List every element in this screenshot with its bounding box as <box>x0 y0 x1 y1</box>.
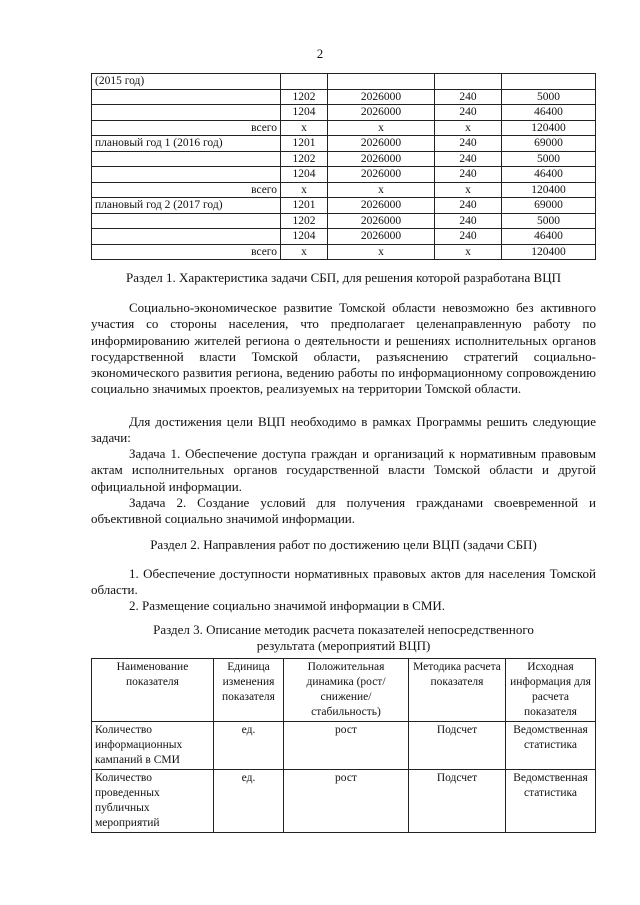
table-row <box>92 136 596 152</box>
methods-table-header <box>92 659 596 722</box>
section1-task-1: Задача 1. Обеспечение доступа граждан и организаций к нормативным правовым актам исполнительных органов государственной власти Томской области и другой официальной информации. <box>91 446 596 494</box>
table-cell: 2026000 <box>328 136 435 152</box>
table-cell: 46400 <box>502 167 596 183</box>
table-cell: 69000 <box>502 136 596 152</box>
table-cell: 1201 <box>281 198 328 214</box>
section1-task-2: Задача 2. Создание условий для получения гражданами своевременной и объективной социально значимой информации. <box>91 495 596 527</box>
table-cell: 1204 <box>281 229 328 245</box>
table-row <box>92 167 596 183</box>
table-cell <box>92 89 281 105</box>
table-cell: 1202 <box>281 89 328 105</box>
table-cell: рост <box>284 722 409 770</box>
table-cell <box>435 74 502 90</box>
table-cell: 120400 <box>502 120 596 136</box>
table-cell: Подсчет <box>409 770 506 833</box>
table-cell: Ведомственная статистика <box>506 770 596 833</box>
table-cell: x <box>435 182 502 198</box>
table-cell: 240 <box>435 229 502 245</box>
table-row <box>92 213 596 229</box>
table-row <box>92 151 596 167</box>
table-cell: 46400 <box>502 105 596 121</box>
table-cell: плановый год 1 (2016 год) <box>92 136 281 152</box>
table-cell: 240 <box>435 198 502 214</box>
table-cell: 1202 <box>281 151 328 167</box>
table-cell <box>92 229 281 245</box>
table-cell: 2026000 <box>328 167 435 183</box>
table-row <box>92 722 596 770</box>
methods-table <box>91 658 596 833</box>
table-cell <box>502 74 596 90</box>
section2-item-2: 2. Размещение социально значимой информации в СМИ. <box>129 598 446 613</box>
table-cell: 240 <box>435 151 502 167</box>
table-cell: Количество проведенных публичных мероприятий <box>92 770 214 833</box>
table-cell: 2026000 <box>328 213 435 229</box>
table-cell: 5000 <box>502 213 596 229</box>
table-cell: 240 <box>435 167 502 183</box>
table-cell <box>92 105 281 121</box>
table-cell: 2026000 <box>328 151 435 167</box>
table-cell: 1204 <box>281 167 328 183</box>
table-cell <box>281 74 328 90</box>
table-cell: (2015 год) <box>92 74 281 90</box>
table-row <box>92 105 596 121</box>
table-cell: 1202 <box>281 213 328 229</box>
table-row <box>92 182 596 198</box>
table-cell: x <box>281 244 328 260</box>
table-cell: x <box>281 182 328 198</box>
table-cell: 240 <box>435 89 502 105</box>
table-cell: x <box>328 182 435 198</box>
table-row <box>92 120 596 136</box>
table-cell: всего <box>92 120 281 136</box>
table-cell: x <box>281 120 328 136</box>
header-cell: Методика расчета показателя <box>409 659 506 722</box>
section2-heading: Раздел 2. Направления работ по достижению цели ВЦП (задачи СБП) <box>150 537 537 552</box>
table-row <box>92 244 596 260</box>
table-cell: всего <box>92 182 281 198</box>
section2-item-1: 1. Обеспечение доступности нормативных правовых актов для населения Томской области. <box>91 566 596 598</box>
table-cell: Подсчет <box>409 722 506 770</box>
table-cell: x <box>328 120 435 136</box>
table-cell: x <box>435 120 502 136</box>
table-cell: 240 <box>435 213 502 229</box>
table-cell: 69000 <box>502 198 596 214</box>
table-row <box>92 770 596 833</box>
table-cell: Количество информационных кампаний в СМИ <box>92 722 214 770</box>
table-cell: 240 <box>435 136 502 152</box>
section1-heading: Раздел 1. Характеристика задачи СБП, для решения которой разработана ВЦП <box>126 270 561 285</box>
table-cell <box>92 213 281 229</box>
table-cell: рост <box>284 770 409 833</box>
section3-heading-line-2: результата (мероприятий ВЦП) <box>256 638 431 653</box>
table-row <box>92 229 596 245</box>
table-cell: 1204 <box>281 105 328 121</box>
section1-paragraph-2: Для достижения цели ВЦП необходимо в рамках Программы решить следующие задачи: <box>91 414 596 446</box>
table-cell: 240 <box>435 105 502 121</box>
table-row <box>92 198 596 214</box>
header-cell: Единица изменения показателя <box>214 659 284 722</box>
section3-heading-line-1: Раздел 3. Описание методик расчета показателей непосредственного <box>153 622 534 637</box>
section3-heading <box>91 622 596 654</box>
header-cell: Наименование показателя <box>92 659 214 722</box>
table-cell: ед. <box>214 770 284 833</box>
table-cell: 2026000 <box>328 229 435 245</box>
table-cell: x <box>328 244 435 260</box>
page-number: 2 <box>316 46 324 61</box>
table-cell: ед. <box>214 722 284 770</box>
table-cell <box>328 74 435 90</box>
table-cell: Ведомственная статистика <box>506 722 596 770</box>
section1-paragraph-1: Социально-экономическое развитие Томской области невозможно без активного участия со стороны населения, что предполагает целенаправленную работу по информированию жителей региона о деятельности и решениях исполнительных органов государственной власти Томской области, разъяснению стратегий социально-экономического развития региона, ведению работы по информационному сопровождению социально значимых проектов, реализуемых на территории Томской области. <box>91 300 596 397</box>
budget-table <box>91 73 596 260</box>
header-cell: Исходная информация для расчета показателя <box>506 659 596 722</box>
table-cell <box>92 167 281 183</box>
table-cell: 5000 <box>502 151 596 167</box>
table-row <box>92 89 596 105</box>
table-cell: x <box>435 244 502 260</box>
table-cell: 2026000 <box>328 89 435 105</box>
table-cell: 2026000 <box>328 198 435 214</box>
table-cell: всего <box>92 244 281 260</box>
table-cell: 1201 <box>281 136 328 152</box>
table-row <box>92 74 596 90</box>
table-cell: плановый год 2 (2017 год) <box>92 198 281 214</box>
table-cell <box>92 151 281 167</box>
header-cell: Положительная динамика (рост/снижение/ стабильность) <box>284 659 409 722</box>
table-cell: 120400 <box>502 182 596 198</box>
table-cell: 5000 <box>502 89 596 105</box>
table-cell: 46400 <box>502 229 596 245</box>
table-cell: 2026000 <box>328 105 435 121</box>
table-cell: 120400 <box>502 244 596 260</box>
